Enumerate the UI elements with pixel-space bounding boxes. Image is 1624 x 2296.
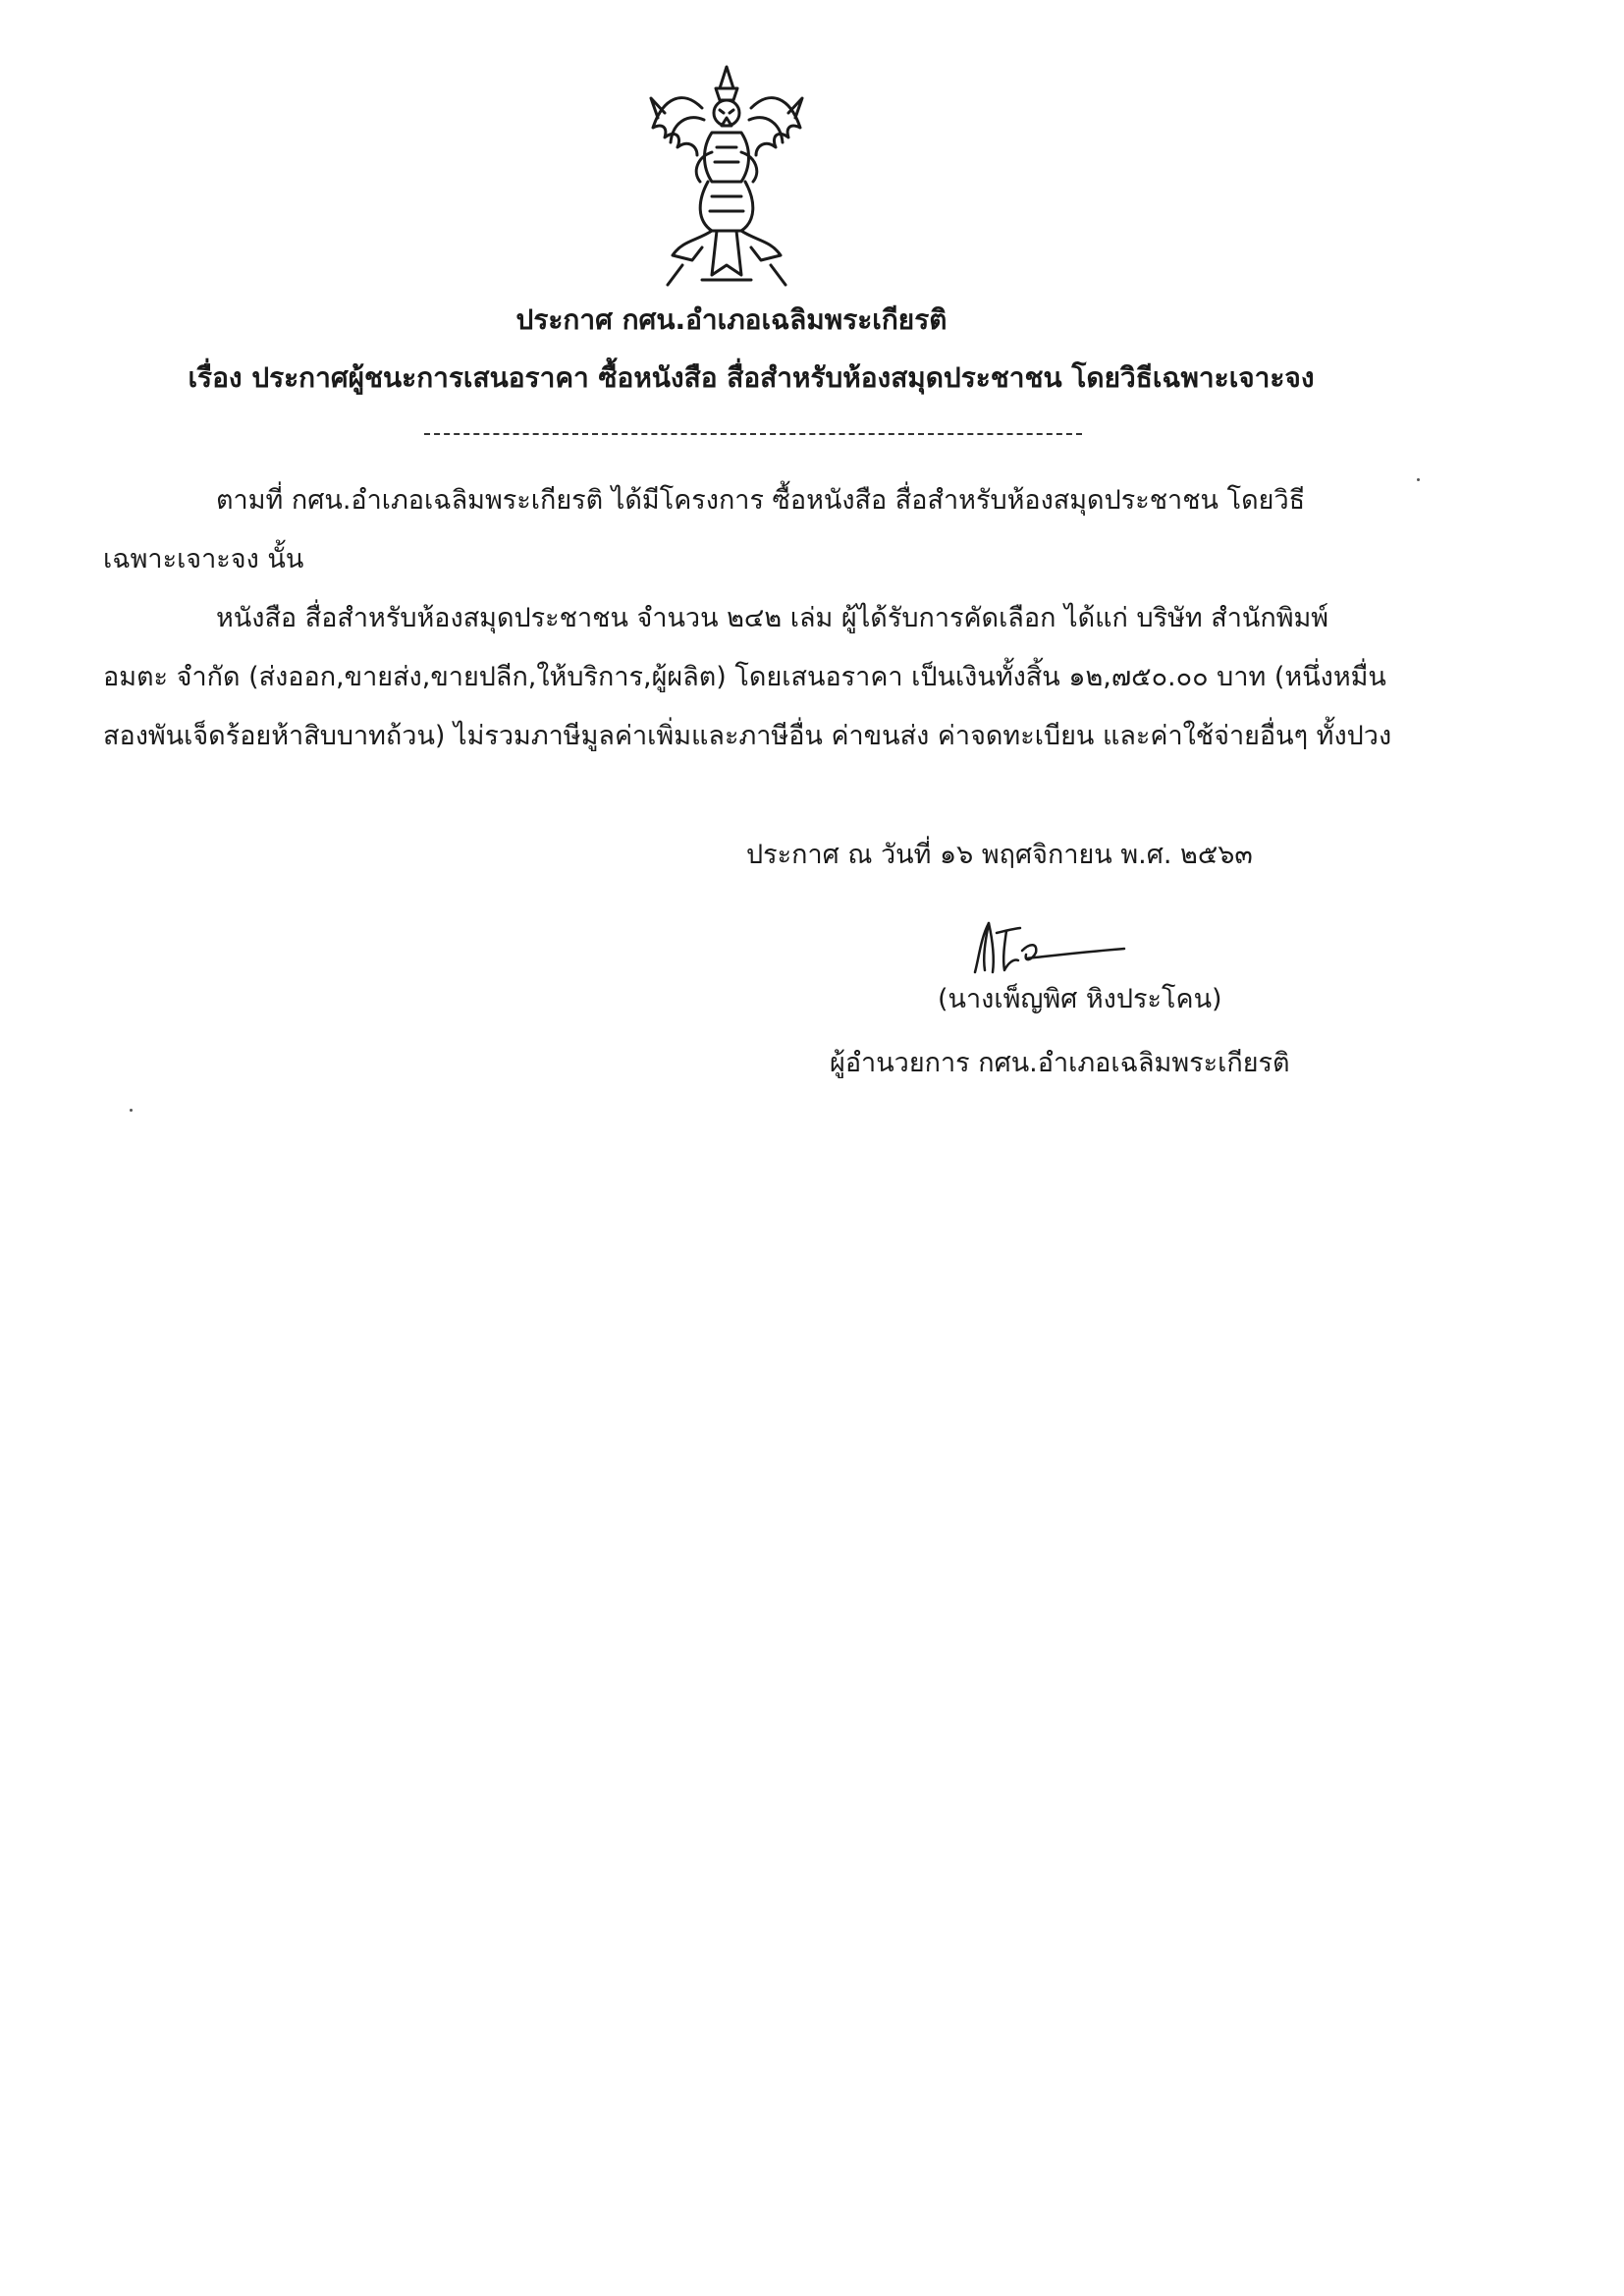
- body-line-3: หนังสือ สื่อสำหรับห้องสมุดประชาชน จำนวน ๒๔๒ เล่ม ผู้ได้รับการคัดเลือก ได้แก่ บริษัท สำนักพิมพ์: [216, 603, 1329, 633]
- announcement-title: ประกาศ กศน.อำเภอเฉลิมพระเกียรติ: [515, 303, 947, 336]
- body-line-1: ตามที่ กศน.อำเภอเฉลิมพระเกียรติ ได้มีโครงการ ซื้อหนังสือ สื่อสำหรับห้องสมุดประชาชน โดยวิธี: [216, 485, 1306, 516]
- body-line-5: สองพันเจ็ดร้อยห้าสิบบาทถ้วน) ไม่รวมภาษีมูลค่าเพิ่มและภาษีอื่น ค่าขนส่ง ค่าจดทะเบียน และค่าใช้จ่ายอื่นๆ ทั้งปวง: [103, 721, 1392, 751]
- handwritten-signature-icon: [967, 913, 1134, 982]
- announcement-date: ประกาศ ณ วันที่ ๑๖ พฤศจิกายน พ.ศ. ๒๕๖๓: [746, 840, 1253, 870]
- title-divider: [424, 433, 1082, 435]
- scan-speck: [1417, 478, 1420, 481]
- signer-name: (นางเพ็ญพิศ หิงประโคน): [938, 984, 1222, 1014]
- scan-speck: [130, 1109, 133, 1112]
- body-line-2: เฉพาะเจาะจง นั้น: [103, 544, 304, 574]
- announcement-subject: เรื่อง ประกาศผู้ชนะการเสนอราคา ซื้อหนังสือ สื่อสำหรับห้องสมุดประชาชน โดยวิธีเฉพาะเจาะจง: [188, 361, 1315, 394]
- garuda-emblem-icon: [643, 59, 810, 295]
- body-line-4: อมตะ จำกัด (ส่งออก,ขายส่ง,ขายปลีก,ให้บริการ,ผู้ผลิต) โดยเสนอราคา เป็นเงินทั้งสิ้น ๑๒,๗๕๐.๐๐ บาท (หนึ่งหมื่น: [103, 662, 1386, 692]
- signer-position: ผู้อำนวยการ กศน.อำเภอเฉลิมพระเกียรติ: [830, 1048, 1290, 1078]
